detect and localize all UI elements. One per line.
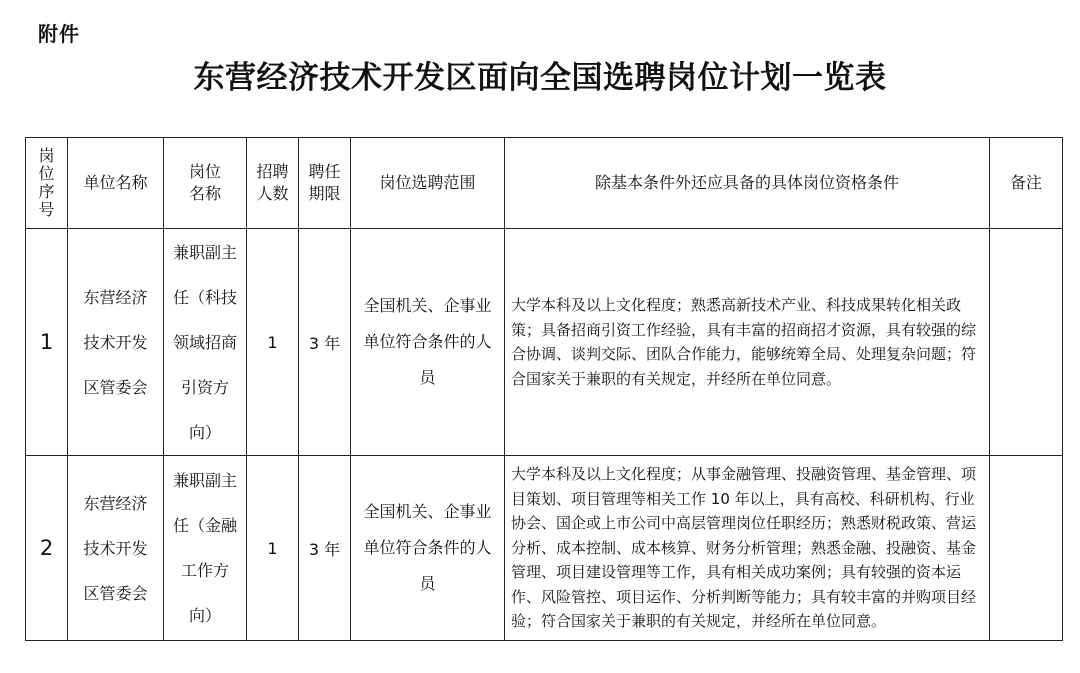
row-term: 3 年 <box>299 456 351 641</box>
row-term: 3 年 <box>299 229 351 456</box>
row-scope: 全国机关、企事业单位符合条件的人员 <box>351 456 505 641</box>
row-position: 兼职副主任（科技领域招商引资方向） <box>164 229 247 456</box>
row-index: 2 <box>26 456 68 641</box>
table-row <box>26 229 1063 456</box>
column-header-unit: 单位名称 <box>68 138 164 229</box>
table-header-row <box>26 138 1063 229</box>
row-count: 1 <box>247 229 299 456</box>
row-unit: 东营经济技术开发区管委会 <box>68 229 164 456</box>
row-scope: 全国机关、企事业单位符合条件的人员 <box>351 229 505 456</box>
row-count: 1 <box>247 456 299 641</box>
row-remarks <box>990 229 1063 456</box>
column-header-requirements: 除基本条件外还应具备的具体岗位资格条件 <box>505 138 990 229</box>
column-header-position: 岗位 名称 <box>164 138 247 229</box>
table-row <box>26 456 1063 641</box>
positions-table <box>25 137 1063 641</box>
page-title: 东营经济技术开发区面向全国选聘岗位计划一览表 <box>193 60 887 96</box>
row-index: 1 <box>26 229 68 456</box>
column-header-count: 招聘 人数 <box>247 138 299 229</box>
row-requirements: 大学本科及以上文化程度；从事金融管理、投融资管理、基金管理、项目策划、项目管理等相关工作 10 年以上，具有高校、科研机构、行业协会、国企或上市公司中高层管理岗位任职经历；熟悉财税政策、营运分析、成本控制、成本核算、财务分析管理；熟悉金融、投融资、基金管理、项目建设管理等工作，具有相关成功案例；具有较强的资本运作、风险管控、项目运作、分析判断等能力；具有较丰富的并购项目经验；符合国家关于兼职的有关规定，并经所在单位同意。 <box>505 456 990 641</box>
column-header-term: 聘任 期限 <box>299 138 351 229</box>
column-header-remarks: 备注 <box>990 138 1063 229</box>
column-header-index: 岗 位 序 号 <box>26 138 68 229</box>
column-header-scope: 岗位选聘范围 <box>351 138 505 229</box>
attachment-label: 附件 <box>38 22 80 46</box>
row-position: 兼职副主任（金融工作方向） <box>164 456 247 641</box>
row-unit: 东营经济技术开发区管委会 <box>68 456 164 641</box>
row-requirements: 大学本科及以上文化程度；熟悉高新技术产业、科技成果转化相关政策；具备招商引资工作经验，具有丰富的招商招才资源，具有较强的综合协调、谈判交际、团队合作能力，能够统筹全局、处理复杂问题；符合国家关于兼职的有关规定，并经所在单位同意。 <box>505 229 990 456</box>
row-remarks <box>990 456 1063 641</box>
